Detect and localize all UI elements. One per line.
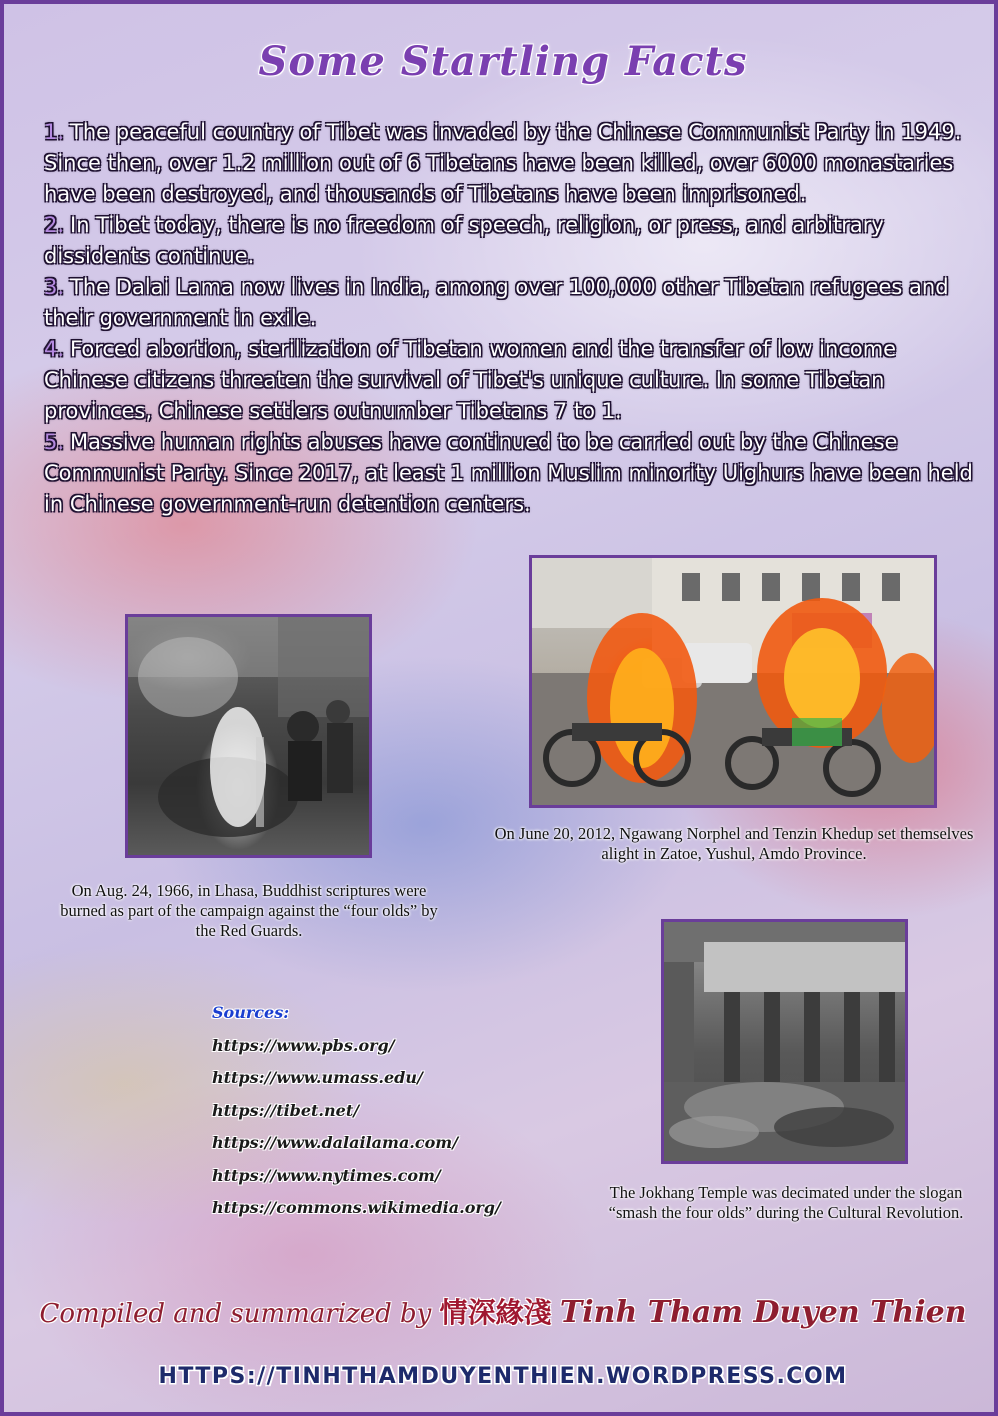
footer-url[interactable]: HTTPS://TINHTHAMDUYENTHIEN.WORDPRESS.COM [158, 1364, 848, 1389]
self-immolation-illustration [532, 558, 934, 805]
credit-line [4, 1291, 998, 1331]
self-immolation-photo [529, 555, 937, 808]
jokhang-temple-illustration [664, 922, 905, 1161]
fact-text: In Tibet today, there is no freedom of speech, religion, or press, and arbitrary dissidents continue. [44, 213, 884, 268]
fact-item [44, 427, 974, 520]
fact-text: Forced abortion, sterilization of Tibetan women and the transfer of low income Chinese citizens threaten the survival of Tibet's unique culture. In some Tibetan provinces, Chinese settlers outnumber Tibetans 7 to 1. [44, 337, 897, 423]
sources-block [212, 997, 552, 1225]
fact-item [44, 272, 974, 334]
page-title: Some Startling Facts [258, 38, 748, 85]
fact-number: 5. [44, 430, 65, 454]
credit-author-name: Tinh Tham Duyen Thien [559, 1295, 967, 1330]
source-link[interactable]: https://www.umass.edu/ [212, 1068, 423, 1087]
fact-number: 1. [44, 120, 65, 144]
fact-number: 3. [44, 275, 65, 299]
fact-item [44, 334, 974, 427]
source-link[interactable]: https://tibet.net/ [212, 1100, 360, 1120]
scriptures-burning-illustration [128, 617, 369, 855]
fact-number: 2. [44, 213, 65, 237]
source-link[interactable]: https://www.nytimes.com/ [212, 1165, 441, 1185]
jokhang-caption: The Jokhang Temple was decimated under the slogan “smash the four olds” during the Cultural Revolution. [608, 1183, 964, 1222]
fact-text: The Dalai Lama now lives in India, among over 100,000 other Tibetan refugees and their government in exile. [44, 275, 949, 330]
credit-cjk-name: 情深緣淺 [439, 1296, 552, 1329]
facts-list [44, 117, 974, 520]
self-immolation-caption: On June 20, 2012, Ngawang Norphel and Tenzin Khedup set themselves alight in Zatoe, Yushul, Amdo Province. [494, 824, 974, 863]
fact-item [44, 117, 974, 210]
source-link[interactable]: https://www.pbs.org/ [212, 1035, 395, 1055]
sources-list [212, 1030, 552, 1225]
scriptures-caption: On Aug. 24, 1966, in Lhasa, Buddhist scriptures were burned as part of the campaign against the “four olds” by the Red Guards. [60, 881, 438, 940]
fact-number: 4. [44, 337, 65, 361]
credit-prefix: Compiled and summarized by [39, 1299, 432, 1329]
scriptures-burning-photo [125, 614, 372, 858]
fact-text: The peaceful country of Tibet was invaded by the Chinese Communist Party in 1949. Since then, over 1.2 million out of 6 Tibetans have been killed, over 6000 monastaries have been destroyed, and thousands of Tibetans have been imprisoned. [44, 120, 962, 206]
sources-label: Sources: [212, 1003, 290, 1022]
fact-item [44, 210, 974, 272]
fact-text: Massive human rights abuses have continued to be carried out by the Chinese Communist Party. Since 2017, at least 1 million Muslim minority Uighurs have been held in Chinese government-run detention centers. [44, 430, 973, 516]
source-link[interactable]: https://www.dalailama.com/ [212, 1133, 459, 1152]
source-link[interactable]: https://commons.wikimedia.org/ [212, 1198, 501, 1217]
jokhang-temple-photo [661, 919, 908, 1164]
